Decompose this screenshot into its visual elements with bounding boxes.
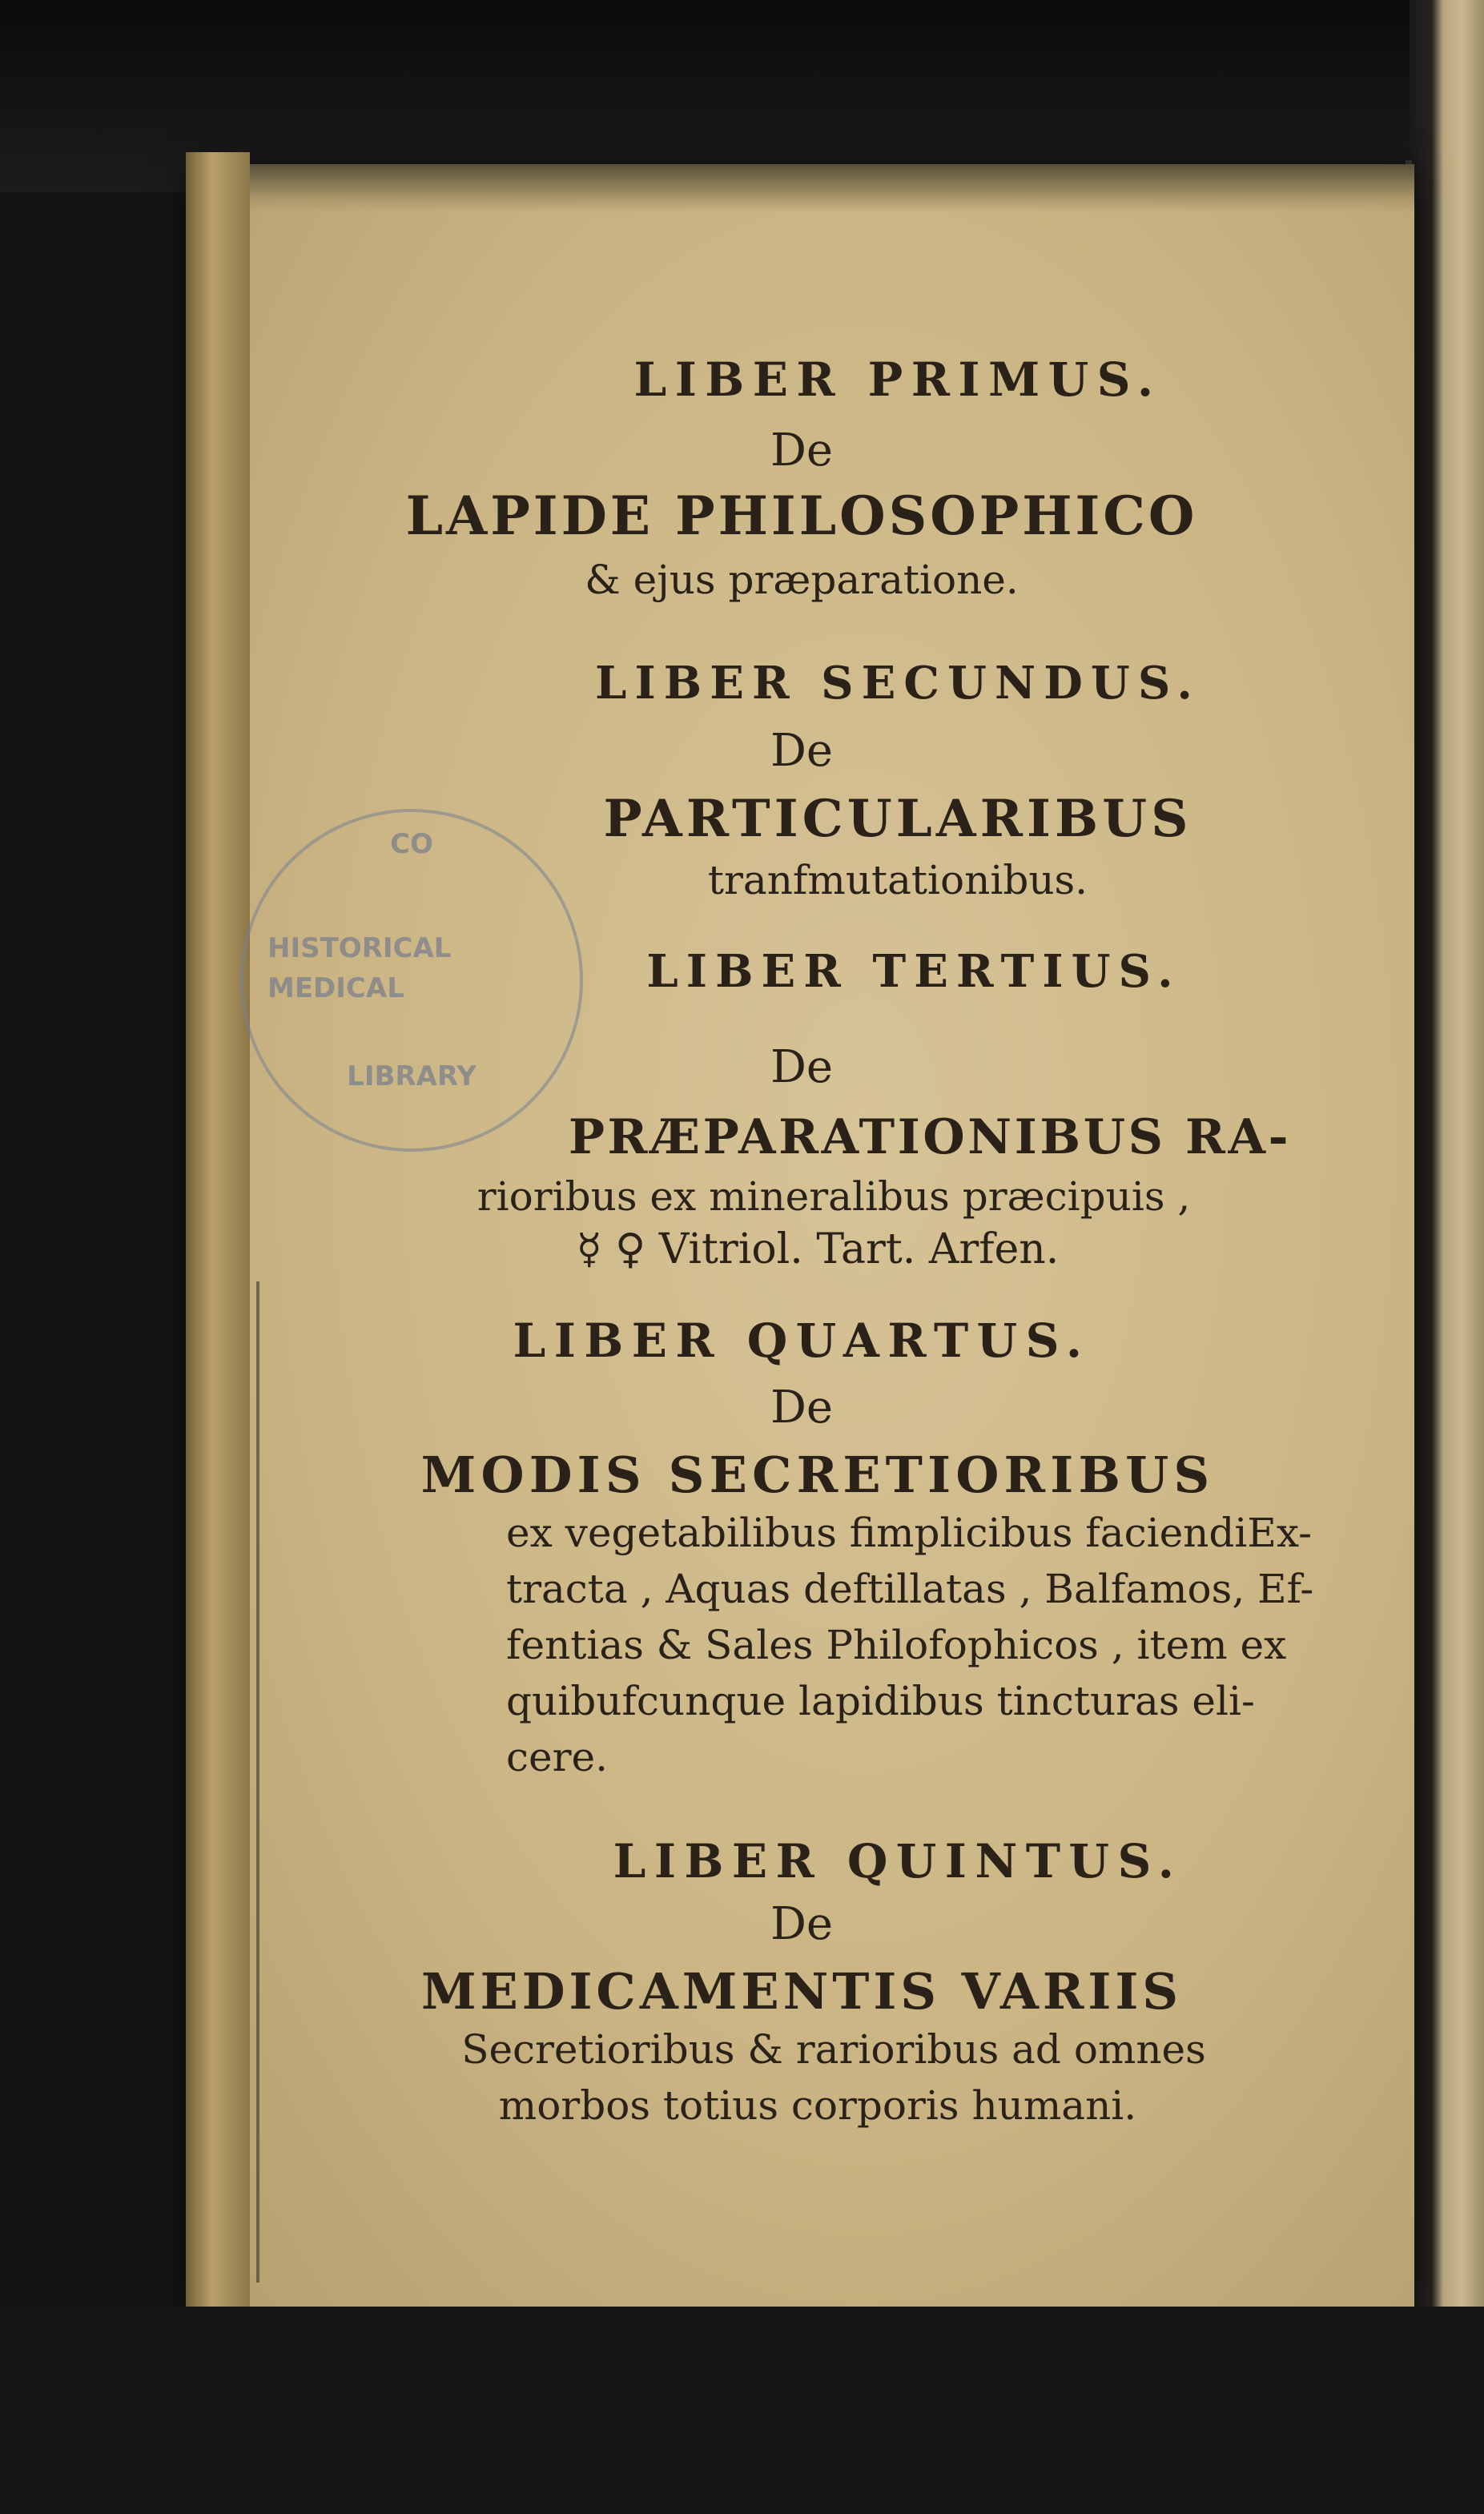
quibufcunque-line: quibufcunque lapidibus tincturas eli- [506,1678,1255,1724]
liber-tertius-heading: LIBER TERTIUS. [646,945,1181,998]
cere-line: cere. [506,1734,608,1780]
praeparationibus-title: PRÆPARATIONIBUS RA- [568,1109,1292,1165]
modis-secretioribus-title: MODIS SECRETIORIBUS [420,1446,1215,1504]
de-1: De [770,424,834,477]
ejus-praeparatione: & ejus præparatione. [585,557,1019,603]
liber-quartus-heading: LIBER QUARTUS. [513,1313,1091,1368]
rarioribus-line: rioribus ex mineralibus præcipuis , [477,1173,1191,1220]
vitriol-tart-arfen: ☿ ♀ Vitriol. Tart. Arfen. [576,1225,1060,1273]
de-3: De [770,1041,834,1093]
stamp-top-text: CO [390,828,433,860]
medicamentis-variis-title: MEDICAMENTIS VARIIS [420,1962,1183,2021]
particularibus-title: PARTICULARIBUS [603,789,1192,849]
stamp-bottom-text: LIBRARY [347,1060,477,1092]
fentias-line: fentias & Sales Philofophicos , item ex [506,1622,1287,1668]
secretioribus-line: Secretioribus & rarioribus ad omnes [461,2026,1206,2073]
morbos-line: morbos totius corporis humani. [498,2082,1137,2129]
tracta-line: tracta , Aquas deftillatas , Balfamos, Ef- [506,1566,1314,1612]
de-4: De [770,1382,834,1434]
liber-quintus-heading: LIBER QUINTUS. [613,1834,1183,1889]
tranfmutationibus: tranfmutationibus. [707,857,1088,903]
background-bottom [0,2307,1484,2514]
page-top-edge [189,164,1414,212]
de-5: De [770,1898,834,1950]
liber-primus-heading: LIBER PRIMUS. [633,352,1162,407]
vegetabilibus-line: ex vegetabilibus fimplicibus faciendiEx- [506,1510,1313,1556]
de-2: De [770,725,834,777]
stamp-line-1: HISTORICAL [267,932,452,964]
liber-secundus-heading: LIBER SECUNDUS. [595,657,1200,710]
lapide-philosophico-title: LAPIDE PHILOSOPHICO [405,485,1198,547]
stamp-line-2: MEDICAL [267,972,404,1004]
